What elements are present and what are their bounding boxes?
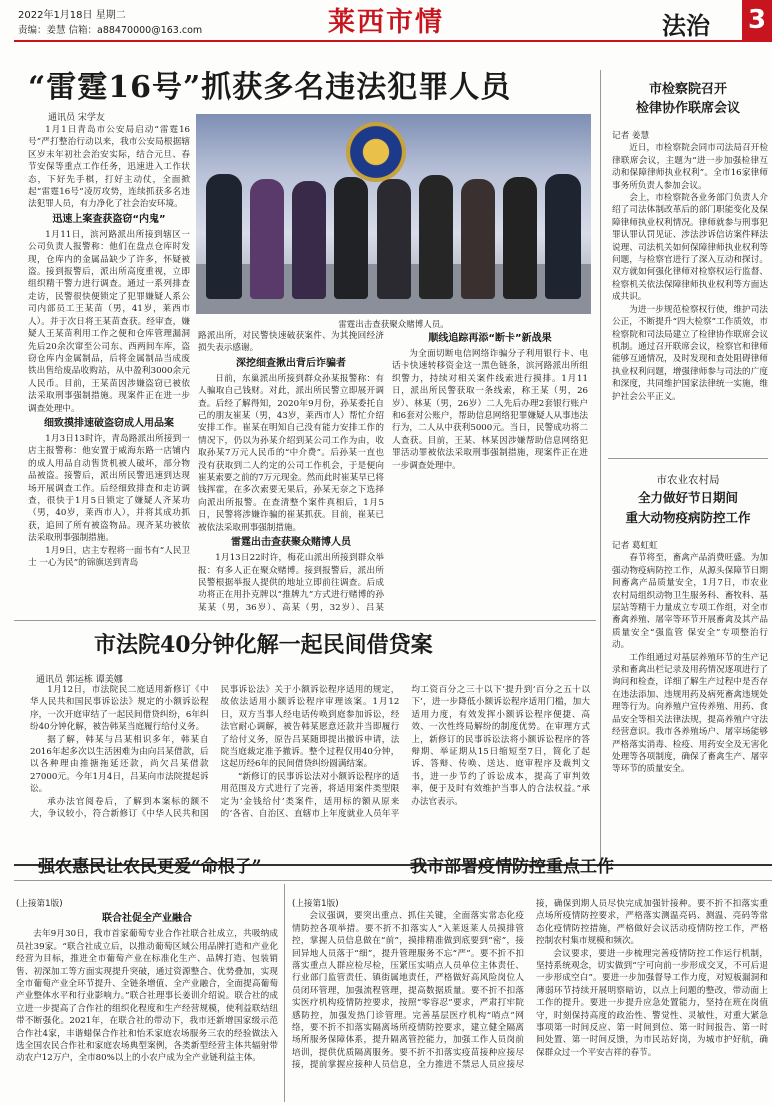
- right-top-para-2: 会上，市检察院各业务部门负责人介绍了司法体制改革后的部门职能变化及保障律师执业权利情况。律师就参与刑事犯罪认罪认罚见证、涉法涉诉信访案件释法说理、司法机关如何保障律师执业权利等问题，与检察官进行了深入互动和探讨。双方就如何强化律师对检察权运行监督、检察机关依法保障律师执业权利等方面达成共识。: [612, 193, 768, 303]
- second-article: [30, 684, 590, 856]
- second-para-1: 1月12日，市法院民二庭适用新修订《中华人民共和国民事诉讼法》规定的小额诉讼程序，一次开庭审结了一起民间借贷纠纷，6年纠纷40分钟化解，被告韩某当庭履行给付义务。: [30, 685, 209, 733]
- editor-line: 责编：姜慧 信箱：a88470000@163.com: [18, 25, 203, 36]
- bottom-divider: [284, 884, 285, 1102]
- right-top-headline: 市检察院召开 检律协作联席会议: [635, 82, 740, 116]
- column-divider: [600, 70, 601, 860]
- subhead-2: 细致摸排速破盗窃成人用品案: [44, 417, 174, 429]
- story-rule: [14, 620, 596, 621]
- main-para-2: 1月3日13时许，青岛路派出所接到一店主报警称：他安置于威海东路一店铺内的成人用品自动售货机被人破坏，部分物品被盗。接警后，派出所民警迅速到达现场开展调查工作。后经细致排查和走访调查，很快于1月5日锁定了嫌疑人齐某功（男，40岁，莱西市人），并将其成功抓获，追回了所有被盗物品。现齐某功被依法采取刑事强制措施。: [28, 433, 190, 544]
- subhead-5: 顺线追踪再添“断卡”新战果: [428, 333, 552, 344]
- main-para-6: 为全面切断电信网络诈骗分子利用银行卡、电话卡快速转移资金这一黑色链条，滨河路派出所组织警力，持续对相关案件线索进行摸排。1月11日，派出所民警获取一条线索，称王某（男，26岁）、林某（男，26岁）二人先后办理2套银行账户和6套对公账户，帮助信息网络犯罪嫌疑人从事违法行为，二人从中获利5000元。当日，民警成功将二人查获。目前，王某、林某因涉嫌帮助信息网络犯罪活动罪被依法采取刑事强制措施，现案件正在进一步调查处理中。: [392, 349, 588, 471]
- right-top-para-1: 近日，市检察院会同市司法局召开检律联席会议，主题为“进一步加强检律互动和保障律师执业权利”。全市16家律师事务所负责人参加会议。: [612, 143, 768, 191]
- main-column-2: [198, 330, 384, 614]
- right-top-para-3: 为进一步规范检察权行使，维护司法公正，不断提升“四大检察”工作质效，市检察院和司法局建立了检律协作联席会议机制。通过召开联席会议，检察官和律师能够互通情况，及时发现和查处阻碍律师执业权利问题，增强律师参与司法的广度和深度，共同维护国家法律统一实施，维护社会公平正义。: [612, 304, 768, 402]
- right-mid-headline: 全力做好节日期间 重大动物疫病防控工作: [625, 490, 751, 525]
- second-headline: 市法院40分钟化解一起民间借贷案: [94, 632, 433, 658]
- bottom-left-para: 去年9月30日，我市首家葡萄专业合作社联合社成立，共吸纳成员社39家。“联合社成立后，以推动葡萄区域公用品牌打造和产业化经营为目标，推进全市葡萄产业在标准化生产、品牌打造、包装销售、初深加工等方面实现提升突破，通过资源整合、优势叠加，实现全市葡萄产业全环节提升、全链条增值、全产业融合，全面提高葡萄产业整体水平和行业影响力。”联合社理事长姜训介绍说。联合社的成立进一步提高了合作社的组织化程度和生产经营规模，使利益联结纽带不断强化。2021年，在联合社的带动下，我市还新增国家级示范合作社4家，丰谐蜡保合作社和怡禾家庭农场服务三农的经验做法入选全国农民合作社和家庭农场典型案例，各类新型经营主体共辐射带动农户12万户，全市80%以上的小农户成为全产业链利益主体。: [16, 929, 278, 1064]
- page-number: 3: [742, 0, 772, 40]
- bottom-right-para-2: 会议要求，要进一步梳理完善疫情防控工作运行机制，坚持系统观念，切实做到“宁可向前一步形成交叉，不可后退一步形成空白”。要进一步加强督导工作力度，对短板漏洞和薄弱环节持续开展明察暗访，以点上问题的整改，带动面上工作的提升。要进一步提升应急处置能力，坚持在班在岗值守，时刻保持高度的政治性、警觉性、灵敏性，对重大紧急事项第一时间反应、第一时间到位、第一时间报告、第一时间处置、第一时间反馈，为市民站好岗，为城市护好航，确保群众过一个平安吉祥的春节。: [536, 948, 768, 1058]
- bottom-right-para-1: 会议强调，要突出重点、抓住关键，全面落实常态化疫情防控各项举措。要不折不扣落实人“入莱返莱人员摸排管控，掌握人员信息做在“前”，摸排精准做到底要到“密”，接回异地人员落于“细”，提升管理服务不忘“严”。要不折不扣落实重点人群应检尽检，压紧压实哨点人员单位主体责任、行业部门监管责任、镇街属地责任，严格做好高风险岗位人员闭环管理，加强流程管理，提高数据质量。要不折不扣落实医疗机构疫情防控要求，按照“零容忍”要求，严肃打牢院感防控，加强发热门诊管理。完善基层医疗机构“哨点”网络，要不折不扣落实隔离场所疫情防控要求，建立健全隔离场所服务保障体系，提升隔离管控能力，加强工作人员岗前培训，提供优质隔离服务。要不折不扣落实疫苗接种应接尽接，提前掌握应接种人员信息，全力推进不禁忌人员应接尽接，确保到期人员尽快完成加强针接种。要不折不扣落实重点场所疫情防控要求，严格落实测温亮码、测温、亮码等常态化疫情防控措施，严格做好会议活动疫情防控工作，严格控制农村集市规模和频次。: [292, 899, 768, 1071]
- bottom-right-headline: 我市部署疫情防控重点工作: [410, 857, 614, 877]
- section-title: 法治: [662, 12, 710, 40]
- right-mid-article: [612, 540, 768, 858]
- main-col2-continuation: 路派出所，对民警快速破获案件、为其挽回经济损失表示感谢。: [198, 331, 384, 354]
- header-rule: [14, 40, 772, 42]
- subhead-1: 迅速上案查获盗窃“内鬼”: [52, 213, 166, 225]
- second-para-2: 据了解，韩某与吕某相识多年，韩某自2016年起多次以生活困难为由向吕某借款，后以各种理由推搪拖延还款，尚欠吕某借款27000元。今年1月4日，吕某向市法院提起诉讼。: [30, 734, 209, 795]
- bottom-left-continued: (上接第1版): [16, 899, 63, 909]
- bottom-left-headline: 强农惠民让农民更爱“命根子”: [38, 857, 262, 877]
- main-headline: “雷霆16号”抓获多名违法犯罪人员: [28, 70, 512, 105]
- main-para-5: 1月13日22时许，梅花山派出所接到群众举报：有多人正在聚众赌博。接到报警后，派出所民警根据举报人提供的地址立即前往调查。后成功将正在用扑克牌以“推牌九”方式进行赌博的孙某某（男，36岁）、高某（男，32岁）、吕某: [198, 553, 384, 613]
- bottom-subrule: [14, 880, 772, 881]
- right-mid-para-1: 春节将至，畜禽产品消费旺盛。为加强动物疫病防控工作，从源头保障节日期间畜禽产品质量安全，1月7日，市农业农村局组织动物卫生服务科、畜牧科、基层站等精干力量成立专项工作组，对全市畜禽养殖、屠宰等环节开展畜禽及其产品质量安全“强监管 保安全”专项整治行动。: [612, 553, 768, 651]
- second-para-4: “新修订的民事诉讼法对小额诉讼程序的适用范围及方式进行了完善，将适用案件类型限定为‘金钱给付’类案件，适用标的额从原来的‘各省、自治区、直辖市上年度就业人员年平均工资百分之三十以下’提升到‘百分之五十以下’，进一步降低小额诉讼程序适用门槛，加大适用力度，有效发挥小额诉讼程序便捷、高效、一次性终局解纷的制度优势。在审理方式上，新修订的民事诉讼法将小额诉讼程序的答辩期、举证期从15日缩短至7日，简化了起诉、答辩、传唤、送达、庭审程序及裁判文书，进一步节约了诉讼成本，提高了审判效率，便于及时有效维护当事人的合法权益。”承办法官表示。: [220, 685, 590, 820]
- main-para-1: 1月11日，滨河路派出所接到辖区一公司负责人报警称：他们在盘点仓库时发现，仓库内的金属品缺少了许多，怀疑被盗。接到报警后，派出所高度重视，立即组织精干警力进行调查。通过一系列排查走访，民警很快便锁定了犯罪嫌疑人系公司内部员工王某苗（男，41岁，莱西市人）。并于次日将王某苗查获。经审查，嫌疑人王某苗利用工作之便和仓库管理漏洞先后20余次窜至公司东、西两间车库，盗窃仓库内金属制品，后将金属制品当成废铁出售给废品收购站，从中盈利3000余元人民币。目前，王某苗因涉嫌盗窃已被依法采取刑事强制措施。现案件正在进一步调查处理中。: [28, 229, 190, 414]
- issue-date: 2022年1月18日 星期二: [18, 10, 126, 21]
- bottom-left-subhead: 联合社促全产业融合: [102, 913, 192, 925]
- subhead-3: 深挖细查揪出背后诈骗者: [236, 357, 346, 369]
- photo-people: [206, 169, 581, 299]
- right-top-byline: 记者 姜慧: [612, 131, 650, 141]
- bottom-right-continued: (上接第1版): [292, 899, 339, 909]
- photo-caption: 雷霆出击查获聚众赌博人员。: [338, 320, 449, 330]
- subhead-4: 雷霆出击查获聚众赌博人员: [231, 537, 351, 549]
- right-rule: [608, 458, 768, 459]
- main-para-3: 1月9日，店主专程将一面书有“人民卫士 一心为民”的锦旗送到青岛: [28, 545, 190, 568]
- bottom-right-article: [292, 898, 768, 1102]
- masthead: 莱西市情: [328, 7, 444, 38]
- bottom-left-article: [16, 898, 278, 1102]
- main-intro: 1月1日青岛市公安局启动“雷霆16号”严打整治行动以来，我市公安局根据辖区岁末年初社会治安实际，结合元旦、春节安保等重点工作任务，迅速进入工作状态，下好先手棋，打好主动仗，全面掀起“雷霆16号”凌厉攻势，连续抓获多名违法犯罪人员，有力净化了社会治安环境。: [28, 125, 190, 210]
- second-byline: 通讯员 郭运栋 谭美娜: [36, 675, 123, 685]
- news-photo: [196, 114, 591, 314]
- main-column-3: [392, 330, 588, 614]
- right-mid-byline: 记者 葛虹虹: [612, 541, 658, 551]
- right-mid-kicker: 市农业农村局: [656, 474, 720, 486]
- right-mid-para-2: 工作组通过对基层养殖环节的生产记录和畜禽出栏记录及用药情况逐项进行了询问和检查，详细了解生产过程中是否存在违法添加、违规用药及病死畜禽违规处理等行为。向养殖户宣传养殖、用药、食品安全等相关法律法规，提高养殖户守法经营意识。我市各养殖场户、屠宰场能够严格落实消毒、检疫、用药安全及无害化处理等各项制度，确保了畜禽生产、屠宰等环节的质量安全。: [612, 652, 768, 775]
- main-para-4: 日前，东巢派出所接到群众孙某报警称：有人骗取自己钱财。对此，派出所民警立即展开调查。后经了解得知，2020年9月份，孙某委托自己的朋友崔某（男，43岁，莱西市人）帮忙介绍安排工作。崔某在明知自己没有能力安排工作的情况下，仍以为孙某介绍到某公司工作为由，收取孙某7万元人民币的“中介费”。后孙某一直也没有获取到二人约定的公司工作机会，于是便向崔某索要之前的7万元现金。然而此时崔某早已将钱挥霍，在多次索要无果后，孙某无奈之下选择向派出所报警。在查清整个案件真相后，1月5日，民警将涉嫌诈骗的崔某抓获。目前，崔某已被依法采取刑事强制措施。: [198, 373, 384, 533]
- second-para-3: 承办法官阅卷后，了解到本案标的额不大，争议较小，符合新修订《中华人民共和国民事诉讼法》关于小额诉讼程序适用的规定，故依法适用小额诉讼程序审理该案。1月12日，双方当事人经电话传唤到庭参加诉讼，经法官耐心调解，被告韩某愿意还款并当即履行了给付义务，原告吕某随即提出撤诉申请，法院当庭裁定准予撤诉。整个过程仅用40分钟，这起历经6年的民间借贷纠纷圆满结案。: [30, 685, 400, 820]
- main-byline: 通讯员 宋学友: [48, 113, 105, 123]
- right-top-article: [612, 130, 768, 455]
- main-column-1: [28, 124, 190, 616]
